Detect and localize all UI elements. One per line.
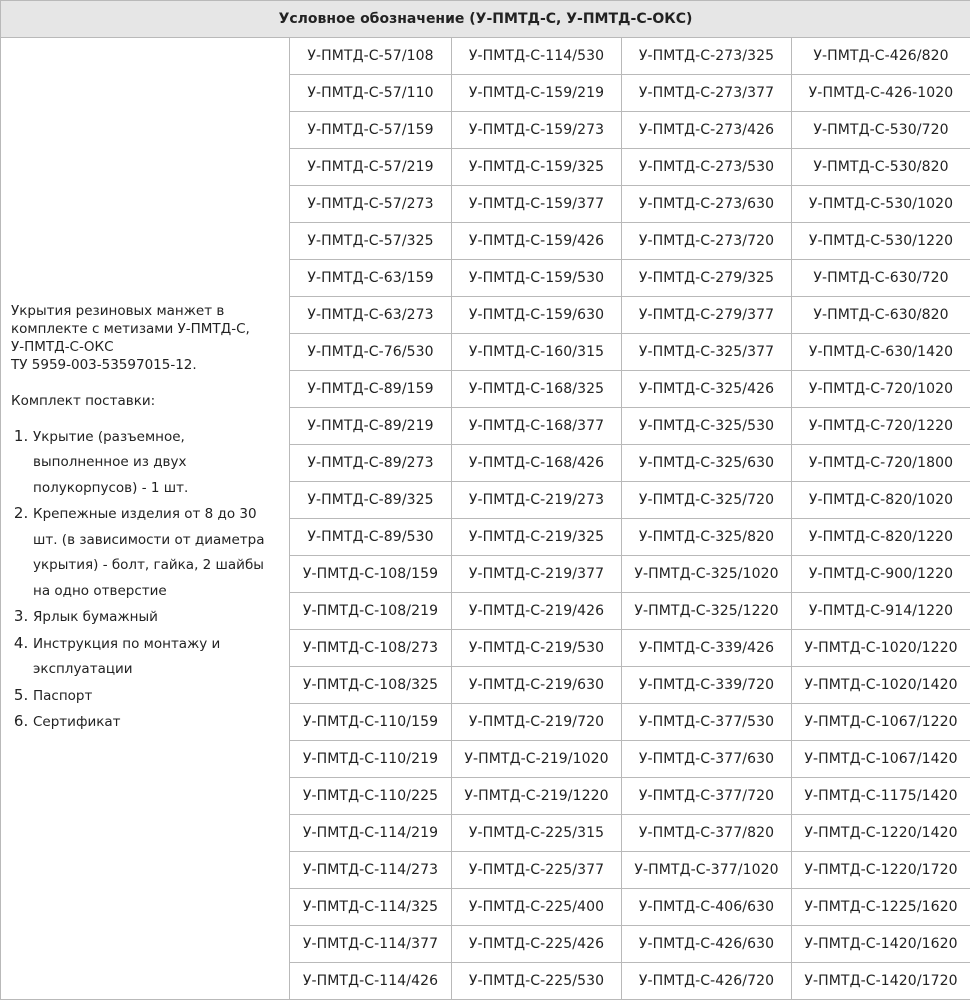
designation-cell: У-ПМТД-С-273/377 [622,75,792,112]
designation-cell: У-ПМТД-С-225/400 [452,889,622,926]
designation-cell: У-ПМТД-С-325/530 [622,408,792,445]
designation-cell: У-ПМТД-С-339/720 [622,667,792,704]
designation-cell: У-ПМТД-С-377/720 [622,778,792,815]
description-line: комплекте с метизами У-ПМТД-С, [11,320,250,337]
description-line: Укрытия резиновых манжет в [11,302,225,319]
designation-cell: У-ПМТД-С-159/273 [452,112,622,149]
description-block [11,302,279,374]
designation-cell: У-ПМТД-С-530/1020 [792,186,970,223]
designation-cell: У-ПМТД-С-630/720 [792,260,970,297]
designation-cell: У-ПМТД-С-406/630 [622,889,792,926]
designation-cell: У-ПМТД-С-76/530 [290,334,452,371]
designation-cell: У-ПМТД-С-273/530 [622,149,792,186]
designation-cell: У-ПМТД-С-1225/1620 [792,889,970,926]
designation-cell: У-ПМТД-С-720/1800 [792,445,970,482]
designation-cell: У-ПМТД-С-630/1420 [792,334,970,371]
designation-cell: У-ПМТД-С-1067/1420 [792,741,970,778]
designation-cell: У-ПМТД-С-160/315 [452,334,622,371]
designation-cell: У-ПМТД-С-530/820 [792,149,970,186]
designation-cell: У-ПМТД-С-530/720 [792,112,970,149]
designation-cell: У-ПМТД-С-630/820 [792,297,970,334]
designation-cell: У-ПМТД-С-89/159 [290,371,452,408]
designation-cell: У-ПМТД-С-159/530 [452,260,622,297]
designation-cell: У-ПМТД-С-110/225 [290,778,452,815]
kit-list-item: 1. Укрытие (разъемное, выполненное из двух полукорпусов) - 1 шт. [33,424,279,502]
designation-cell: У-ПМТД-С-108/159 [290,556,452,593]
designation-cell: У-ПМТД-С-63/159 [290,260,452,297]
designation-cell: У-ПМТД-С-57/159 [290,112,452,149]
designation-cell: У-ПМТД-С-168/325 [452,371,622,408]
designation-cell: У-ПМТД-С-89/219 [290,408,452,445]
table-row [1,38,970,75]
designation-cell: У-ПМТД-С-1220/1420 [792,815,970,852]
designation-cell: У-ПМТД-С-219/325 [452,519,622,556]
designation-cell: У-ПМТД-С-325/426 [622,371,792,408]
designation-cell: У-ПМТД-С-219/273 [452,482,622,519]
designation-cell: У-ПМТД-С-159/426 [452,223,622,260]
designation-cell: У-ПМТД-С-325/1220 [622,593,792,630]
designation-cell: У-ПМТД-С-219/530 [452,630,622,667]
designation-cell: У-ПМТД-С-159/377 [452,186,622,223]
designation-cell: У-ПМТД-С-89/530 [290,519,452,556]
designation-cell: У-ПМТД-С-279/377 [622,297,792,334]
kit-title: Комплект поставки: [11,392,156,409]
designation-cell: У-ПМТД-С-168/426 [452,445,622,482]
kit-list-item: 2. Крепежные изделия от 8 до 30 шт. (в зависимости от диаметра укрытия) - болт, гайка, 2 шайбы на одно отверстие [33,501,279,604]
designation-cell: У-ПМТД-С-377/530 [622,704,792,741]
kit-list-item: 4. Инструкция по монтажу и эксплуатации [33,631,279,683]
designation-cell: У-ПМТД-С-530/1220 [792,223,970,260]
designation-cell: У-ПМТД-С-820/1020 [792,482,970,519]
designation-cell: У-ПМТД-С-225/426 [452,926,622,963]
designation-cell: У-ПМТД-С-219/1020 [452,741,622,778]
designation-cell: У-ПМТД-С-89/273 [290,445,452,482]
designation-cell: У-ПМТД-С-57/108 [290,38,452,75]
designation-cell: У-ПМТД-С-720/1020 [792,371,970,408]
designation-cell: У-ПМТД-С-219/720 [452,704,622,741]
designation-cell: У-ПМТД-С-273/325 [622,38,792,75]
designation-cell: У-ПМТД-С-325/377 [622,334,792,371]
designation-cell: У-ПМТД-С-108/219 [290,593,452,630]
designation-cell: У-ПМТД-С-219/1220 [452,778,622,815]
table-title: Условное обозначение (У-ПМТД-С, У-ПМТД-С-ОКС) [1,1,970,38]
designation-cell: У-ПМТД-С-1175/1420 [792,778,970,815]
designation-cell: У-ПМТД-С-377/1020 [622,852,792,889]
designation-cell: У-ПМТД-С-325/720 [622,482,792,519]
designation-cell: У-ПМТД-С-225/377 [452,852,622,889]
designation-cell: У-ПМТД-С-114/426 [290,963,452,1000]
description-line: У-ПМТД-С-ОКС [11,338,114,355]
designation-cell: У-ПМТД-С-114/325 [290,889,452,926]
designation-cell: У-ПМТД-С-159/219 [452,75,622,112]
designation-cell: У-ПМТД-С-900/1220 [792,556,970,593]
designation-cell: У-ПМТД-С-1020/1420 [792,667,970,704]
designation-cell: У-ПМТД-С-225/315 [452,815,622,852]
designation-cell: У-ПМТД-С-426/720 [622,963,792,1000]
designation-cell: У-ПМТД-С-219/630 [452,667,622,704]
designation-cell: У-ПМТД-С-57/273 [290,186,452,223]
designation-cell: У-ПМТД-С-89/325 [290,482,452,519]
kit-list-item: 3. Ярлык бумажный [33,604,279,631]
designation-cell: У-ПМТД-С-339/426 [622,630,792,667]
kit-list [11,424,279,736]
designation-cell: У-ПМТД-С-110/159 [290,704,452,741]
designation-cell: У-ПМТД-С-219/377 [452,556,622,593]
designation-cell: У-ПМТД-С-57/219 [290,149,452,186]
designation-cell: У-ПМТД-С-377/820 [622,815,792,852]
designation-cell: У-ПМТД-С-1420/1720 [792,963,970,1000]
designation-cell: У-ПМТД-С-114/530 [452,38,622,75]
designation-cell: У-ПМТД-С-57/110 [290,75,452,112]
designation-cell: У-ПМТД-С-426/820 [792,38,970,75]
designation-cell: У-ПМТД-С-1220/1720 [792,852,970,889]
designation-cell: У-ПМТД-С-426/630 [622,926,792,963]
designation-cell: У-ПМТД-С-114/377 [290,926,452,963]
designation-cell: У-ПМТД-С-377/630 [622,741,792,778]
designation-cell: У-ПМТД-С-57/325 [290,223,452,260]
description-line: ТУ 5959-003-53597015-12. [11,356,197,373]
designation-cell: У-ПМТД-С-108/273 [290,630,452,667]
designation-cell: У-ПМТД-С-219/426 [452,593,622,630]
designation-cell: У-ПМТД-С-159/325 [452,149,622,186]
designation-cell: У-ПМТД-С-110/219 [290,741,452,778]
designation-cell: У-ПМТД-С-1420/1620 [792,926,970,963]
designation-cell: У-ПМТД-С-159/630 [452,297,622,334]
designation-cell: У-ПМТД-С-108/325 [290,667,452,704]
designation-cell: У-ПМТД-С-1020/1220 [792,630,970,667]
designation-cell: У-ПМТД-С-914/1220 [792,593,970,630]
designation-cell: У-ПМТД-С-273/426 [622,112,792,149]
kit-list-item: 5. Паспорт [33,683,279,710]
table-header-row [1,1,970,38]
designation-cell: У-ПМТД-С-720/1220 [792,408,970,445]
designation-cell: У-ПМТД-С-325/1020 [622,556,792,593]
designation-cell: У-ПМТД-С-426-1020 [792,75,970,112]
kit-list-item: 6. Сертификат [33,709,279,736]
product-description [1,38,290,1000]
designation-cell: У-ПМТД-С-279/325 [622,260,792,297]
designation-cell: У-ПМТД-С-114/219 [290,815,452,852]
designation-cell: У-ПМТД-С-168/377 [452,408,622,445]
designation-cell: У-ПМТД-С-820/1220 [792,519,970,556]
designation-cell: У-ПМТД-С-273/630 [622,186,792,223]
designation-cell: У-ПМТД-С-63/273 [290,297,452,334]
designation-cell: У-ПМТД-С-325/630 [622,445,792,482]
designation-cell: У-ПМТД-С-225/530 [452,963,622,1000]
designation-cell: У-ПМТД-С-273/720 [622,223,792,260]
designation-cell: У-ПМТД-С-114/273 [290,852,452,889]
designation-cell: У-ПМТД-С-1067/1220 [792,704,970,741]
designation-cell: У-ПМТД-С-325/820 [622,519,792,556]
